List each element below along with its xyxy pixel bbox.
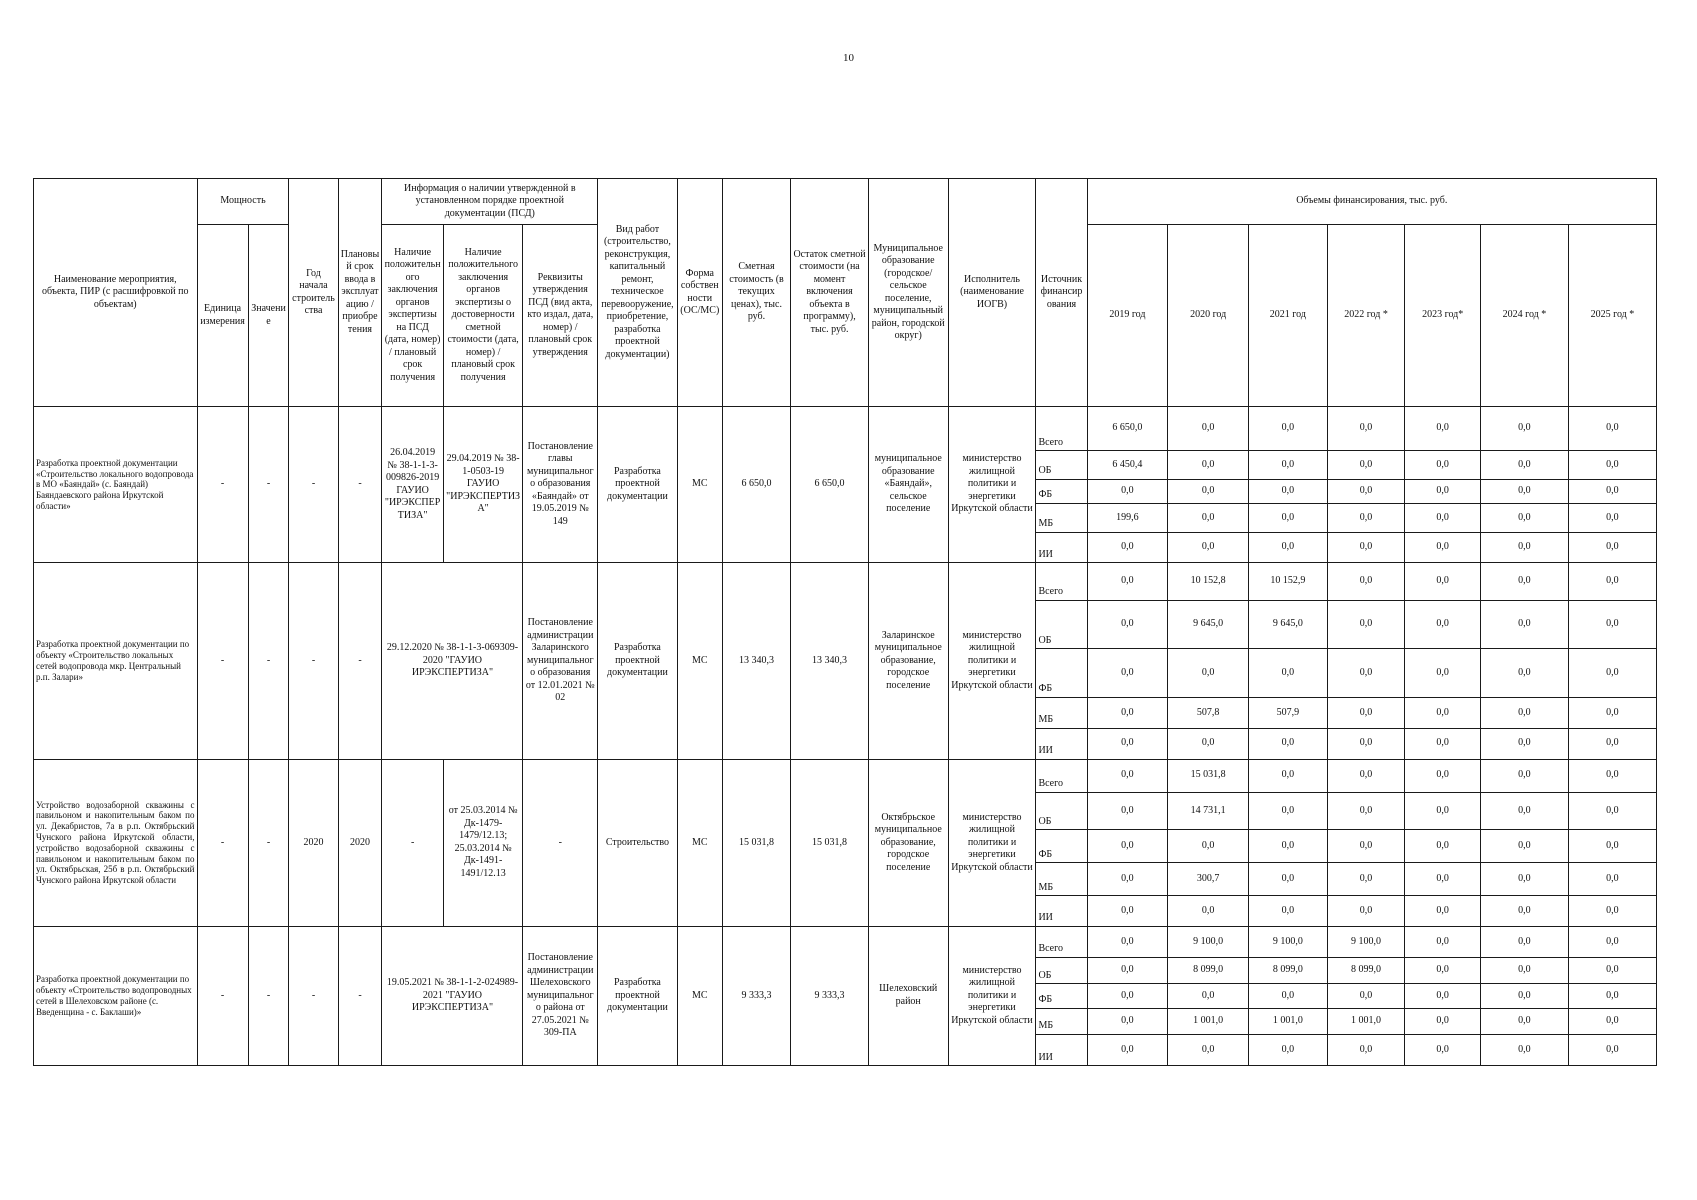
financing-table xyxy=(33,178,1657,1066)
funding-value-cell: 1 001,0 xyxy=(1327,1008,1405,1034)
work-type-cell: Разработка проектной документации xyxy=(598,407,678,563)
funding-source-cell: ИИ xyxy=(1036,532,1087,563)
funding-value-cell: 507,9 xyxy=(1249,697,1328,728)
funding-source-cell: ФБ xyxy=(1036,830,1087,863)
executor-cell: министерство жилищной политики и энергетики Иркутской области xyxy=(948,563,1036,759)
estimated-cost-cell: 9 333,3 xyxy=(722,926,790,1065)
unit-cell: - xyxy=(197,563,248,759)
table-row xyxy=(34,926,1657,957)
header-year-2022: 2022 год * xyxy=(1327,225,1405,407)
funding-value-cell: 0,0 xyxy=(1249,896,1328,927)
value-cell: - xyxy=(248,407,289,563)
funding-value-cell: 0,0 xyxy=(1480,984,1568,1008)
funding-value-cell: 0,0 xyxy=(1480,503,1568,532)
header-est-cost: Сметная стоимость (в текущих ценах), тыс. руб. xyxy=(722,179,790,407)
funding-value-cell: 10 152,9 xyxy=(1249,563,1328,600)
funding-source-cell: ОБ xyxy=(1036,600,1087,648)
funding-value-cell: 0,0 xyxy=(1168,728,1249,759)
funding-value-cell: 0,0 xyxy=(1568,926,1656,957)
funding-source-cell: ОБ xyxy=(1036,792,1087,829)
header-remaining: Остаток сметной стоимости (на момент включения объекта в программу), тыс. руб. xyxy=(791,179,869,407)
funding-value-cell: 10 152,8 xyxy=(1168,563,1249,600)
funding-source-cell: ИИ xyxy=(1036,896,1087,927)
object-name-cell: Разработка проектной документации по объекту «Строительство локальных сетей водопровода мкр. Центральный р.п. Залари» xyxy=(34,563,198,759)
header-value: Значение xyxy=(248,225,289,407)
funding-value-cell: 0,0 xyxy=(1405,759,1481,792)
funding-source-cell: ИИ xyxy=(1036,728,1087,759)
ownership-cell: МС xyxy=(677,759,722,926)
funding-value-cell: 0,0 xyxy=(1480,1034,1568,1065)
municipality-cell: муниципальное образование «Баяндай», сельское поселение xyxy=(868,407,948,563)
funding-value-cell: 0,0 xyxy=(1568,728,1656,759)
funding-value-cell: 0,0 xyxy=(1168,451,1249,480)
funding-value-cell: 0,0 xyxy=(1327,1034,1405,1065)
funding-source-cell: ФБ xyxy=(1036,984,1087,1008)
funding-value-cell: 0,0 xyxy=(1568,697,1656,728)
funding-source-cell: ОБ xyxy=(1036,451,1087,480)
funding-value-cell: 0,0 xyxy=(1568,479,1656,503)
funding-value-cell: 0,0 xyxy=(1568,503,1656,532)
object-name-cell: Разработка проектной документации по объекту «Строительство водопроводных сетей в Шелеховском районе (с. Введенщина - с. Баклаши)» xyxy=(34,926,198,1065)
estimated-cost-cell: 6 650,0 xyxy=(722,407,790,563)
funding-value-cell: 0,0 xyxy=(1168,407,1249,451)
psd-expertise-cell: 26.04.2019 № 38-1-1-3-009826-2019 ГАУИО "ИРЭКСПЕРТИЗА" xyxy=(382,407,443,563)
funding-value-cell: 0,0 xyxy=(1405,451,1481,480)
funding-value-cell: 1 001,0 xyxy=(1168,1008,1249,1034)
ownership-cell: МС xyxy=(677,563,722,759)
table-row xyxy=(34,407,1657,451)
estimated-cost-cell: 15 031,8 xyxy=(722,759,790,926)
start-year-cell: - xyxy=(289,926,338,1065)
funding-value-cell: 0,0 xyxy=(1087,649,1168,697)
funding-value-cell: 0,0 xyxy=(1405,984,1481,1008)
psd-expertise-cell: 19.05.2021 № 38-1-1-2-024989-2021 "ГАУИО ИРЭКСПЕРТИЗА" xyxy=(382,926,523,1065)
work-type-cell: Строительство xyxy=(598,759,678,926)
funding-value-cell: 0,0 xyxy=(1568,1008,1656,1034)
funding-value-cell: 0,0 xyxy=(1405,957,1481,983)
funding-value-cell: 0,0 xyxy=(1405,697,1481,728)
funding-value-cell: 0,0 xyxy=(1168,649,1249,697)
funding-value-cell: 0,0 xyxy=(1327,451,1405,480)
psd-approval-cell: Постановление администрации Заларинского муниципального образования от 12.01.2021 № 02 xyxy=(523,563,598,759)
funding-value-cell: 0,0 xyxy=(1327,863,1405,896)
ownership-cell: МС xyxy=(677,926,722,1065)
funding-value-cell: 0,0 xyxy=(1327,792,1405,829)
funding-value-cell: 0,0 xyxy=(1480,728,1568,759)
psd-expertise-cell: - xyxy=(382,759,443,926)
funding-value-cell: 0,0 xyxy=(1405,1034,1481,1065)
funding-value-cell: 0,0 xyxy=(1480,830,1568,863)
funding-value-cell: 0,0 xyxy=(1568,896,1656,927)
funding-value-cell: 9 100,0 xyxy=(1168,926,1249,957)
unit-cell: - xyxy=(197,926,248,1065)
commission-cell: - xyxy=(338,926,382,1065)
funding-source-cell: ИИ xyxy=(1036,1034,1087,1065)
page-number: 10 xyxy=(843,52,854,64)
funding-value-cell: 0,0 xyxy=(1249,649,1328,697)
funding-value-cell: 0,0 xyxy=(1249,830,1328,863)
table-row xyxy=(34,563,1657,600)
header-year-2025: 2025 год * xyxy=(1568,225,1656,407)
funding-value-cell: 0,0 xyxy=(1568,759,1656,792)
funding-value-cell: 0,0 xyxy=(1087,759,1168,792)
unit-cell: - xyxy=(197,407,248,563)
funding-value-cell: 0,0 xyxy=(1568,984,1656,1008)
header-year-2023: 2023 год* xyxy=(1405,225,1481,407)
start-year-cell: 2020 xyxy=(289,759,338,926)
psd-approval-cell: Постановление администрации Шелеховского муниципального района от 27.05.2021 № 309-ПА xyxy=(523,926,598,1065)
object-name-cell: Разработка проектной документации «Строительство локального водопровода в МО «Баяндай» (с. Баяндай) Баяндаевского района Иркутской области» xyxy=(34,407,198,563)
ownership-cell: МС xyxy=(677,407,722,563)
funding-value-cell: 300,7 xyxy=(1168,863,1249,896)
value-cell: - xyxy=(248,926,289,1065)
commission-cell: - xyxy=(338,563,382,759)
funding-value-cell: 0,0 xyxy=(1405,896,1481,927)
funding-source-cell: МБ xyxy=(1036,503,1087,532)
funding-value-cell: 0,0 xyxy=(1168,984,1249,1008)
start-year-cell: - xyxy=(289,563,338,759)
funding-value-cell: 0,0 xyxy=(1405,926,1481,957)
work-type-cell: Разработка проектной документации xyxy=(598,563,678,759)
funding-value-cell: 0,0 xyxy=(1249,1034,1328,1065)
funding-value-cell: 0,0 xyxy=(1087,1008,1168,1034)
remaining-cost-cell: 6 650,0 xyxy=(791,407,869,563)
remaining-cost-cell: 9 333,3 xyxy=(791,926,869,1065)
executor-cell: министерство жилищной политики и энергетики Иркутской области xyxy=(948,759,1036,926)
unit-cell: - xyxy=(197,759,248,926)
funding-value-cell: 0,0 xyxy=(1327,563,1405,600)
funding-value-cell: 0,0 xyxy=(1405,728,1481,759)
header-commission-term: Плановый срок ввода в эксплуатацию / приобретения xyxy=(338,179,382,407)
funding-value-cell: 9 100,0 xyxy=(1327,926,1405,957)
funding-value-cell: 0,0 xyxy=(1480,600,1568,648)
funding-value-cell: 0,0 xyxy=(1405,563,1481,600)
funding-value-cell: 0,0 xyxy=(1405,1008,1481,1034)
funding-source-cell: Всего xyxy=(1036,759,1087,792)
header-psd-group: Информация о наличии утвержденной в установленном порядке проектной документации (ПСД) xyxy=(382,179,598,225)
table-row xyxy=(34,759,1657,792)
funding-value-cell: 0,0 xyxy=(1087,728,1168,759)
header-municipality: Муниципальное образование (городское/сельское поселение, муниципальный район, городской округ) xyxy=(868,179,948,407)
funding-value-cell: 0,0 xyxy=(1087,830,1168,863)
municipality-cell: Шелеховский район xyxy=(868,926,948,1065)
header-start-year: Год начала строительства xyxy=(289,179,338,407)
funding-value-cell: 0,0 xyxy=(1249,407,1328,451)
header-year-2024: 2024 год * xyxy=(1480,225,1568,407)
header-year-2020: 2020 год xyxy=(1168,225,1249,407)
funding-value-cell: 0,0 xyxy=(1327,407,1405,451)
funding-value-cell: 0,0 xyxy=(1568,792,1656,829)
funding-value-cell: 0,0 xyxy=(1327,649,1405,697)
funding-value-cell: 0,0 xyxy=(1568,532,1656,563)
remaining-cost-cell: 15 031,8 xyxy=(791,759,869,926)
funding-value-cell: 9 100,0 xyxy=(1249,926,1328,957)
funding-value-cell: 9 645,0 xyxy=(1168,600,1249,648)
funding-value-cell: 0,0 xyxy=(1480,649,1568,697)
funding-source-cell: МБ xyxy=(1036,863,1087,896)
funding-value-cell: 0,0 xyxy=(1249,532,1328,563)
remaining-cost-cell: 13 340,3 xyxy=(791,563,869,759)
object-name-cell: Устройство водозаборной скважины с павильоном и накопительным баком по ул. Декабристов, 7а в р.п. Октябрьский Чунского района Иркутской области, устройство водозаборной скважины с павильоном и накопительным баком по ул. Октябрьская, 25б в р.п. Октябрьский Чунского района Иркутской области xyxy=(34,759,198,926)
funding-value-cell: 507,8 xyxy=(1168,697,1249,728)
funding-value-cell: 1 001,0 xyxy=(1249,1008,1328,1034)
funding-value-cell: 0,0 xyxy=(1480,1008,1568,1034)
funding-value-cell: 0,0 xyxy=(1249,759,1328,792)
funding-value-cell: 0,0 xyxy=(1087,563,1168,600)
funding-value-cell: 0,0 xyxy=(1405,407,1481,451)
funding-value-cell: 14 731,1 xyxy=(1168,792,1249,829)
funding-value-cell: 15 031,8 xyxy=(1168,759,1249,792)
header-ownership: Форма собственности (ОС/МС) xyxy=(677,179,722,407)
funding-source-cell: МБ xyxy=(1036,1008,1087,1034)
funding-value-cell: 0,0 xyxy=(1568,1034,1656,1065)
funding-source-cell: Всего xyxy=(1036,926,1087,957)
funding-value-cell: 0,0 xyxy=(1480,697,1568,728)
funding-value-cell: 8 099,0 xyxy=(1168,957,1249,983)
header-capacity: Мощность xyxy=(197,179,289,225)
funding-value-cell: 0,0 xyxy=(1168,503,1249,532)
funding-source-cell: ФБ xyxy=(1036,479,1087,503)
funding-source-cell: ФБ xyxy=(1036,649,1087,697)
funding-value-cell: 0,0 xyxy=(1087,984,1168,1008)
funding-value-cell: 0,0 xyxy=(1480,792,1568,829)
funding-value-cell: 0,0 xyxy=(1480,479,1568,503)
funding-value-cell: 0,0 xyxy=(1480,896,1568,927)
header-psd-expertise: Наличие положительного заключения органов экспертизы на ПСД (дата, номер) / плановый срок получения xyxy=(382,225,443,407)
funding-value-cell: 0,0 xyxy=(1568,451,1656,480)
value-cell: - xyxy=(248,759,289,926)
funding-value-cell: 0,0 xyxy=(1405,503,1481,532)
commission-cell: - xyxy=(338,407,382,563)
funding-source-cell: Всего xyxy=(1036,407,1087,451)
funding-value-cell: 0,0 xyxy=(1249,503,1328,532)
funding-value-cell: 0,0 xyxy=(1405,479,1481,503)
funding-value-cell: 0,0 xyxy=(1480,863,1568,896)
funding-value-cell: 0,0 xyxy=(1249,451,1328,480)
funding-value-cell: 0,0 xyxy=(1168,896,1249,927)
funding-value-cell: 0,0 xyxy=(1327,479,1405,503)
funding-value-cell: 0,0 xyxy=(1168,532,1249,563)
funding-value-cell: 0,0 xyxy=(1405,532,1481,563)
funding-value-cell: 0,0 xyxy=(1480,407,1568,451)
funding-value-cell: 0,0 xyxy=(1568,957,1656,983)
funding-value-cell: 9 645,0 xyxy=(1249,600,1328,648)
funding-value-cell: 0,0 xyxy=(1087,697,1168,728)
funding-value-cell: 0,0 xyxy=(1087,600,1168,648)
funding-value-cell: 0,0 xyxy=(1327,830,1405,863)
funding-value-cell: 0,0 xyxy=(1087,479,1168,503)
funding-value-cell: 0,0 xyxy=(1568,830,1656,863)
funding-value-cell: 199,6 xyxy=(1087,503,1168,532)
executor-cell: министерство жилищной политики и энергетики Иркутской области xyxy=(948,926,1036,1065)
funding-value-cell: 0,0 xyxy=(1405,830,1481,863)
funding-value-cell: 0,0 xyxy=(1568,407,1656,451)
funding-value-cell: 0,0 xyxy=(1249,984,1328,1008)
funding-value-cell: 0,0 xyxy=(1087,532,1168,563)
funding-value-cell: 0,0 xyxy=(1249,792,1328,829)
header-year-2019: 2019 год xyxy=(1087,225,1168,407)
funding-value-cell: 0,0 xyxy=(1249,728,1328,759)
header-unit: Единица измерения xyxy=(197,225,248,407)
funding-value-cell: 0,0 xyxy=(1405,863,1481,896)
funding-value-cell: 0,0 xyxy=(1087,1034,1168,1065)
funding-value-cell: 0,0 xyxy=(1168,1034,1249,1065)
funding-value-cell: 0,0 xyxy=(1249,863,1328,896)
funding-value-cell: 0,0 xyxy=(1168,479,1249,503)
funding-value-cell: 0,0 xyxy=(1327,532,1405,563)
psd-approval-cell: Постановление главы муниципального образования «Баяндай» от 19.05.2019 № 149 xyxy=(523,407,598,563)
header-year-2021: 2021 год xyxy=(1249,225,1328,407)
funding-value-cell: 0,0 xyxy=(1480,926,1568,957)
funding-value-cell: 0,0 xyxy=(1480,759,1568,792)
funding-value-cell: 0,0 xyxy=(1480,957,1568,983)
executor-cell: министерство жилищной политики и энергетики Иркутской области xyxy=(948,407,1036,563)
funding-value-cell: 0,0 xyxy=(1568,649,1656,697)
municipality-cell: Октябрьское муниципальное образование, городское поселение xyxy=(868,759,948,926)
funding-value-cell: 0,0 xyxy=(1405,649,1481,697)
header-name: Наименование мероприятия, объекта, ПИР (с расшифровкой по объектам) xyxy=(34,179,198,407)
funding-value-cell: 0,0 xyxy=(1327,896,1405,927)
commission-cell: 2020 xyxy=(338,759,382,926)
funding-value-cell: 0,0 xyxy=(1405,792,1481,829)
funding-value-cell: 0,0 xyxy=(1327,759,1405,792)
funding-value-cell: 0,0 xyxy=(1168,830,1249,863)
header-source: Источник финансирования xyxy=(1036,179,1087,407)
funding-value-cell: 0,0 xyxy=(1405,600,1481,648)
psd-cost-check-cell: 29.04.2019 № 38-1-0503-19 ГАУИО "ИРЭКСПЕРТИЗА" xyxy=(443,407,523,563)
funding-source-cell: ОБ xyxy=(1036,957,1087,983)
funding-value-cell: 0,0 xyxy=(1087,792,1168,829)
funding-value-cell: 0,0 xyxy=(1087,896,1168,927)
funding-value-cell: 6 450,4 xyxy=(1087,451,1168,480)
funding-value-cell: 0,0 xyxy=(1480,451,1568,480)
funding-value-cell: 0,0 xyxy=(1568,863,1656,896)
funding-value-cell: 6 650,0 xyxy=(1087,407,1168,451)
funding-value-cell: 0,0 xyxy=(1480,532,1568,563)
header-psd-cost: Наличие положительного заключения органов экспертизы о достоверности сметной стоимости (дата, номер) / плановый срок получения xyxy=(443,225,523,407)
funding-value-cell: 0,0 xyxy=(1480,563,1568,600)
header-funding-group: Объемы финансирования, тыс. руб. xyxy=(1087,179,1656,225)
funding-value-cell: 8 099,0 xyxy=(1327,957,1405,983)
start-year-cell: - xyxy=(289,407,338,563)
funding-value-cell: 0,0 xyxy=(1568,563,1656,600)
psd-expertise-cell: 29.12.2020 № 38-1-1-3-069309-2020 "ГАУИО ИРЭКСПЕРТИЗА" xyxy=(382,563,523,759)
funding-value-cell: 0,0 xyxy=(1249,479,1328,503)
funding-value-cell: 0,0 xyxy=(1087,926,1168,957)
funding-value-cell: 0,0 xyxy=(1327,600,1405,648)
funding-value-cell: 0,0 xyxy=(1327,503,1405,532)
estimated-cost-cell: 13 340,3 xyxy=(722,563,790,759)
funding-value-cell: 0,0 xyxy=(1327,697,1405,728)
municipality-cell: Заларинское муниципальное образование, городское поселение xyxy=(868,563,948,759)
header-work-type: Вид работ (строительство, реконструкция, капитальный ремонт, техническое перевооружение, приобретение, разработка проектной документации) xyxy=(598,179,678,407)
funding-source-cell: МБ xyxy=(1036,697,1087,728)
header-psd-approval: Реквизиты утверждения ПСД (вид акта, кто издал, дата, номер) / плановый срок утверждения xyxy=(523,225,598,407)
value-cell: - xyxy=(248,563,289,759)
funding-value-cell: 0,0 xyxy=(1087,863,1168,896)
psd-approval-cell: - xyxy=(523,759,598,926)
funding-value-cell: 0,0 xyxy=(1327,984,1405,1008)
funding-value-cell: 0,0 xyxy=(1087,957,1168,983)
work-type-cell: Разработка проектной документации xyxy=(598,926,678,1065)
header-executor: Исполнитель (наименование ИОГВ) xyxy=(948,179,1036,407)
funding-value-cell: 0,0 xyxy=(1568,600,1656,648)
funding-value-cell: 8 099,0 xyxy=(1249,957,1328,983)
funding-value-cell: 0,0 xyxy=(1327,728,1405,759)
psd-cost-check-cell: от 25.03.2014 № Дк-1479-1479/12.13; 25.03.2014 № Дк-1491-1491/12.13 xyxy=(443,759,523,926)
funding-source-cell: Всего xyxy=(1036,563,1087,600)
